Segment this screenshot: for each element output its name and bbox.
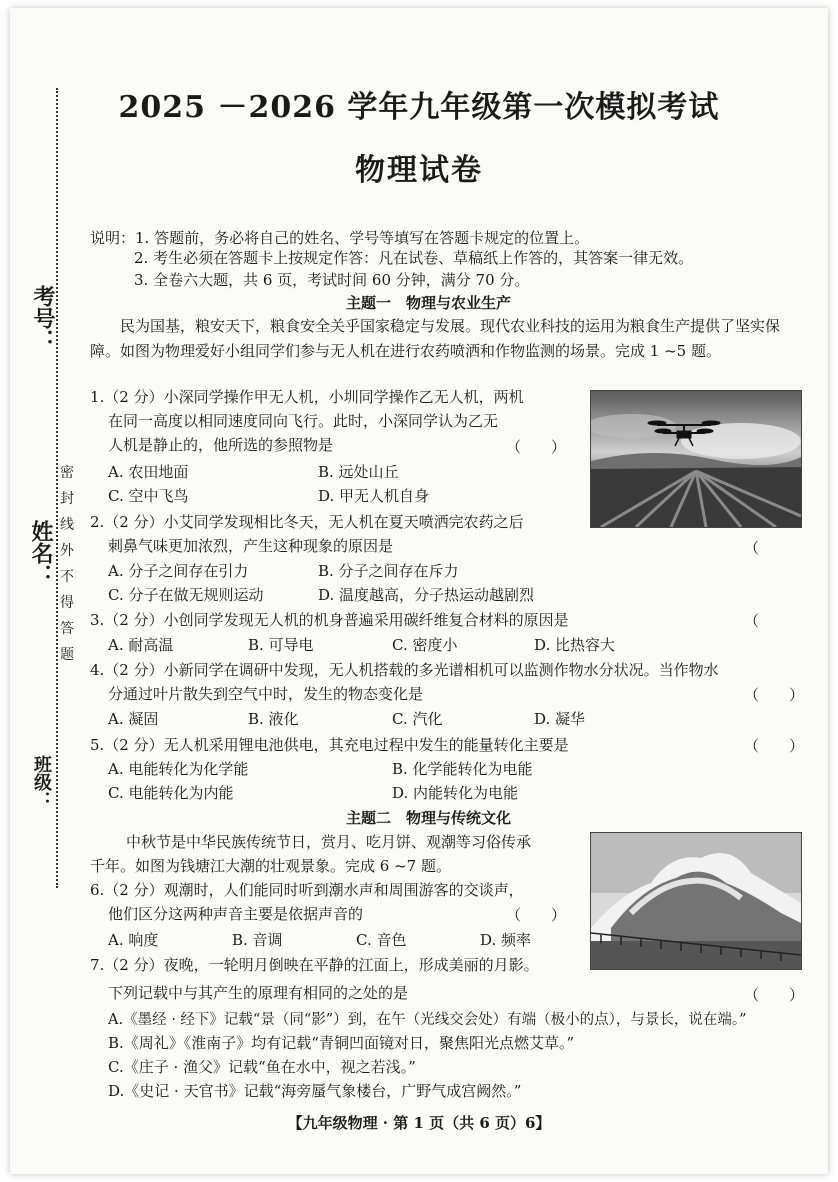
q3-line-1: 3.（2 分）小创同学发现无人机的机身普遍采用碳纤维复合材料的原因是 [90,611,569,629]
q4-option-b: B. 液化 [248,710,299,728]
q6-option-a: A. 响度 [108,931,159,949]
theme2-intro-1: 中秋节是中华民族传统节日，赏月、吃月饼、观潮等习俗传承 [126,833,532,851]
q3-option-b: B. 可导电 [248,636,314,654]
q6-option-c: C. 音色 [356,931,407,949]
seal-char: 题 [60,647,74,663]
instruction-2: 2. 考生必须在答题卡上按规定作答：凡在试卷、草稿纸上作答的，其答案一律无效。 [134,249,694,267]
theme1-intro: 民为国基，粮安天下，粮食安全关乎国家稳定与发展。现代农业科技的运用为粮食生产提供了坚实保障。如图为物理爱好小组同学们参与无人机在进行农药喷洒和作物监测的场景。完成 1 ~5 题。 [90,317,781,360]
instruction-1: 说明：1. 答题前，务必将自己的姓名、学号等填写在答题卡规定的位置上。 [90,229,590,247]
seal-char: 得 [60,595,74,611]
q4-option-a: A. 凝固 [108,710,159,728]
q7-answer-paren: （ ） [744,986,805,1004]
seal-char: 封 [60,491,74,507]
q3-option-d: D. 比热容大 [534,636,616,654]
q5-option-d: D. 内能转化为电能 [392,784,519,802]
theme2-heading: 主题二 物理与传统文化 [346,809,512,827]
q4-option-d: D. 凝华 [534,710,586,728]
q4-line-1: 4.（2 分）小新同学在调研中发现，无人机搭载的多光谱相机可以监测作物水分状况。当作物水 [90,661,719,679]
q5-option-a: A. 电能转化为化学能 [108,760,249,778]
q2-line-2: 刺鼻气味更加浓烈，产生这种现象的原因是 [108,537,394,555]
seal-char: 外 [60,543,74,559]
q7-option-a: A.《墨经 · 经下》记载“景（同“影”）到，在午（光线交会处）有端（极小的点），与景长，说在端。” [108,1012,747,1028]
theme1-heading: 主题一 物理与农业生产 [346,294,512,312]
q1-option-a: A. 农田地面 [108,463,189,481]
q7-line-1: 7.（2 分）夜晚，一轮明月倒映在平静的江面上，形成美丽的月影。 [90,956,539,974]
q7-option-c: C.《庄子 · 渔父》记载“鱼在水中，视之若浅。” [108,1058,416,1076]
exam-title: 2025 －2026 学年九年级第一次模拟考试 [118,90,720,125]
q1-option-c: C. 空中飞鸟 [108,487,189,505]
q7-line-2: 下列记载中与其产生的原理有相同的之处的是 [108,984,409,1002]
q6-line-1: 6.（2 分）观潮时，人们能同时听到潮水声和周围游客的交谈声， [90,881,524,899]
page-footer: 【九年级物理 · 第 1 页（共 6 页）6】 [287,1114,551,1132]
q6-option-d: D. 频率 [480,931,532,949]
q5-answer-paren: （ ） [744,737,805,755]
drone-farm-photo [590,390,802,528]
q7-option-d: D.《史记 · 天官书》记载“海旁蜃气象楼台，广野气成宫阙然。” [108,1082,522,1100]
q2-option-d: D. 温度越高，分子热运动越剧烈 [318,586,535,604]
seal-char: 密 [60,465,74,481]
q2-option-b: B. 分子之间存在斥力 [318,562,459,580]
class-label: 班级： [31,755,52,809]
drone-icon [591,391,801,527]
q2-answer-paren: （ [744,539,760,557]
q2-option-a: A. 分子之间存在引力 [108,562,249,580]
exam-number-label: 考号： [30,285,56,351]
tidal-bore-photo [590,832,802,970]
q4-answer-paren: （ ） [744,686,805,704]
exam-subtitle: 物理试卷 [355,153,483,188]
q1-line-3: 人机是静止的，他所选的参照物是 [108,436,334,454]
q7-option-b: B.《周礼》《淮南子》均有记载“青铜凹面镜对日，聚焦阳光点燃艾草。” [108,1034,575,1052]
theme2-intro-2: 千年。如图为钱塘江大潮的壮观景象。完成 6 ~7 题。 [90,857,451,875]
seal-char: 不 [60,569,74,585]
seal-char: 线 [60,517,74,533]
name-label: 姓名： [28,520,54,586]
q6-option-b: B. 音调 [232,931,283,949]
q3-option-a: A. 耐高温 [108,636,174,654]
q5-line-1: 5.（2 分）无人机采用锂电池供电，其充电过程中发生的能量转化主要是 [90,736,569,754]
instruction-3: 3. 全卷六大题，共 6 页，考试时间 60 分钟，满分 70 分。 [134,271,530,289]
q1-option-d: D. 甲无人机自身 [318,487,430,505]
binding-line [56,88,58,888]
q6-line-2: 他们区分这两种声音主要是依据声音的 [108,905,364,923]
q3-answer-paren: （ [744,612,760,630]
q6-answer-paren: （ ） [506,906,567,924]
seal-warning [60,460,74,668]
q3-option-c: C. 密度小 [392,636,458,654]
q5-option-b: B. 化学能转化为电能 [392,760,533,778]
q1-line-1: 1.（2 分）小深同学操作甲无人机，小圳同学操作乙无人机，两机 [90,388,524,406]
wave-icon [591,833,801,969]
q1-answer-paren: （ ） [506,438,567,456]
q1-line-2: 在同一高度以相同速度同向飞行。此时，小深同学认为乙无 [108,412,499,430]
q2-option-c: C. 分子在做无规则运动 [108,586,264,604]
seal-char: 答 [60,621,74,637]
q5-option-c: C. 电能转化为内能 [108,784,234,802]
q1-option-b: B. 远处山丘 [318,463,399,481]
q4-option-c: C. 汽化 [392,710,443,728]
q2-line-1: 2.（2 分）小艾同学发现相比冬天，无人机在夏天喷洒完农药之后 [90,513,524,531]
q4-line-2: 分通过叶片散失到空气中时，发生的物态变化是 [108,685,424,703]
